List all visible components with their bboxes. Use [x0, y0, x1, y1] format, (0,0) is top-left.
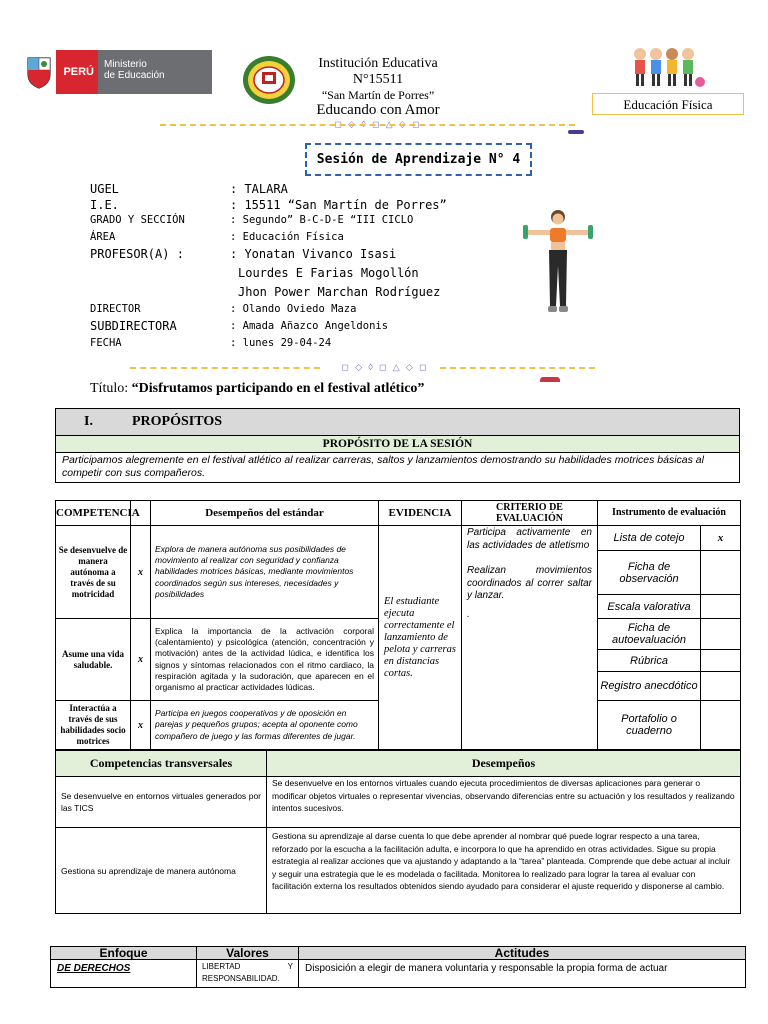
info-label-subdirectora: SUBDIRECTORA	[90, 319, 177, 333]
transversal-1-competencia: Se desenvuelve en entornos virtuales generados por las TICS	[56, 777, 267, 828]
institution-name: Institución Educativa	[318, 56, 438, 71]
minedu-logo	[22, 50, 212, 94]
instrumento-ficha-autoevaluacion-mark	[701, 619, 741, 650]
info-value-profesor: : Yonatan Vivanco Isasi	[230, 247, 397, 261]
transversales-header-right: Desempeños	[267, 751, 741, 777]
info-label-grado: GRADO Y SECCIÓN	[90, 214, 185, 226]
criterio-3: .	[467, 608, 470, 620]
info-label-ie: I.E.	[90, 198, 119, 212]
valores-header: Valores	[197, 947, 299, 960]
criterio-1: Participa activamente en las actividades de atletismo	[467, 527, 592, 551]
instrumento-portafolio: Portafolio o cuaderno	[598, 701, 701, 750]
session-title: Sesión de Aprendizaje N° 4	[305, 143, 532, 176]
peru-label: PERÚ	[56, 50, 98, 94]
title-ornament	[540, 377, 560, 382]
instrumento-lista-cotejo-mark: x	[701, 526, 741, 551]
actitudes-header: Actitudes	[299, 947, 746, 960]
desempeno-1: Explora de manera autónoma sus posibilidades de movimiento al realizar con seguridad y confianza habilidades motrices básicas, mediante movimientos coordinados según sus intereses, necesidades y posibilidades	[151, 526, 379, 619]
divider-ornament	[568, 130, 584, 134]
header-competencia: COMPETENCIA	[56, 501, 131, 526]
exercise-illustration	[522, 206, 594, 324]
header-evidencia: EVIDENCIA	[379, 501, 462, 526]
instrumento-ficha-observacion-mark	[701, 551, 741, 595]
instrumento-escala-valorativa: Escala valorativa	[598, 595, 701, 619]
enfoque-table	[50, 946, 746, 988]
institution-number: N°15511	[352, 72, 404, 87]
info-label-fecha: FECHA	[90, 337, 122, 349]
instrumento-registro-anecdotico: Registro anecdótico	[598, 672, 701, 701]
info-divider-right	[440, 367, 595, 369]
info-label-profesor: PROFESOR(A) :	[90, 247, 184, 261]
info-label-area: ÁREA	[90, 231, 116, 243]
enfoque-derechos: DE DERECHOS	[51, 960, 197, 988]
session-topic: Título: “Disfrutamos participando en el festival atlético”	[90, 381, 425, 396]
info-value-director: : Olando Oviedo Maza	[230, 303, 357, 315]
transversales-table	[55, 750, 741, 914]
instrumento-portafolio-mark	[701, 701, 741, 750]
instrumento-ficha-autoevaluacion: Ficha de autoevaluación	[598, 619, 701, 650]
criterio-cell	[462, 526, 598, 750]
competencias-table	[55, 500, 741, 750]
header-criterio: CRITERIO DE EVALUACIÓN	[462, 501, 598, 526]
info-divider-dots: ◻ ◇ ◊ ◻ △ ◇ ◻	[341, 362, 429, 372]
proposito-text: Participamos alegremente en el festival atlético al realizar carreras, saltos y lanzamientos demostrando su habilidades motrices básicas al competir con sus compañeros.	[56, 453, 740, 483]
valores-libertad: LIBERTAD Y RESPONSABILIDAD.	[197, 960, 299, 988]
info-value-profesor-2: Lourdes E Farias Mogollón	[238, 266, 419, 280]
info-value-area: : Educación Física	[230, 231, 344, 243]
header-instrumento: Instrumento de evaluación	[598, 501, 741, 526]
peru-shield-icon	[22, 50, 56, 94]
info-divider-left	[130, 367, 320, 369]
info-value-grado: : Segundo” B-C-D-E “III CICLO	[230, 214, 414, 226]
school-name: “San Martín de Porres”	[321, 88, 435, 102]
transversal-2-competencia: Gestiona su aprendizaje de manera autónoma	[56, 828, 267, 914]
competencia-1: Se desenvuelve de manera autónoma a través de su motricidad	[56, 526, 131, 619]
header-divider	[160, 124, 575, 126]
info-label-director: DIRECTOR	[90, 303, 141, 315]
transversal-2-desempeno: Gestiona su aprendizaje al darse cuenta lo que debe aprender al nombrar qué puede lograr respecto a una tarea, reforzado por la escucha a la facilitación adulta, e incorpora lo que ha aprendido en otras actividades. Sigue su propia estrategia al realizar acciones que va ajustando y adaptando a la “tarea” planteada. Comprende que debe actuar al incluir y seguir una estrategia que le es modelada o facilitada. Monitorea lo realizado para lograr la tarea al evaluar con facilitación externa los resultados obtenidos siendo ayudado para considerar el ajuste requerido y disponerse al cambio.	[267, 828, 741, 914]
competencia-1-mark: x	[131, 526, 151, 619]
ministry-label: Ministerio de Educación	[98, 50, 212, 94]
criterio-2: Realizan movimientos coordinados al correr saltar y lanzar.	[467, 565, 592, 601]
transversal-1-desempeno: Se desenvuelve en los entornos virtuales cuando ejecuta procedimientos de diversas aplicaciones para generar o modificar objetos virtuales o representar vivencias, observando diferencias entre su actuación y los resultados y realizando intentos sucesivos.	[267, 777, 741, 828]
info-value-ugel: : TALARA	[230, 182, 288, 196]
desempeno-3: Participa en juegos cooperativos y de oposición en parejas y pequeños grupos; acepta al oponente como compañero de juego y las formas diferentes de jugar.	[151, 701, 379, 750]
info-value-subdirectora: : Amada Añazco Angeldonis	[230, 320, 389, 332]
decorative-dots: ◻ ◇ ◊ ◻ △ ◇ ◻	[334, 119, 422, 129]
competencia-2-mark: x	[131, 619, 151, 701]
actitud-text: Disposición a elegir de manera voluntaria y responsable la propia forma de actuar	[299, 960, 746, 988]
desempeno-2: Explica la importancia de la activación corporal (calentamiento) y psicológica (atención, concentración y motivación) antes de la actividad lúdica, e identifica los signos y síntomas relacionados con el ritmo cardiaco, la respiración agitada y la sudoración, que aparecen en el organismo al practicar actividades lúdicas.	[151, 619, 379, 701]
instrumento-registro-anecdotico-mark	[701, 672, 741, 701]
transversales-header-left: Competencias transversales	[56, 751, 267, 777]
enfoque-header: Enfoque	[51, 947, 197, 960]
instrumento-rubrica: Rúbrica	[598, 650, 701, 672]
competencia-3: Interactúa a través de sus habilidades socio motrices	[56, 701, 131, 750]
propositos-table	[55, 408, 740, 483]
info-value-fecha: : lunes 29-04-24	[230, 337, 332, 349]
evidencia-text: El estudiante ejecuta correctamente el lanzamiento de pelota y carreras en distancias cortas.	[379, 526, 462, 750]
instrumento-escala-valorativa-mark	[701, 595, 741, 619]
info-value-profesor-3: Jhon Power Marchan Rodríguez	[238, 285, 441, 299]
children-illustration	[630, 44, 706, 90]
area-box: Educación Física	[592, 93, 744, 115]
competencia-2: Asume una vida saludable.	[56, 619, 131, 701]
competencia-3-mark: x	[131, 701, 151, 750]
instrumento-ficha-observacion: Ficha de observación	[598, 551, 701, 595]
instrumento-rubrica-mark	[701, 650, 741, 672]
info-value-ie: : 15511 “San Martín de Porres”	[230, 198, 447, 212]
header-desempenos: Desempeños del estándar	[151, 501, 379, 526]
proposito-sesion-header: PROPÓSITO DE LA SESIÓN	[56, 436, 740, 453]
info-label-ugel: UGEL	[90, 182, 119, 196]
instrumento-lista-cotejo: Lista de cotejo	[598, 526, 701, 551]
school-motto: Educando con Amor	[316, 102, 440, 118]
propositos-header: I. PROPÓSITOS	[56, 409, 740, 436]
